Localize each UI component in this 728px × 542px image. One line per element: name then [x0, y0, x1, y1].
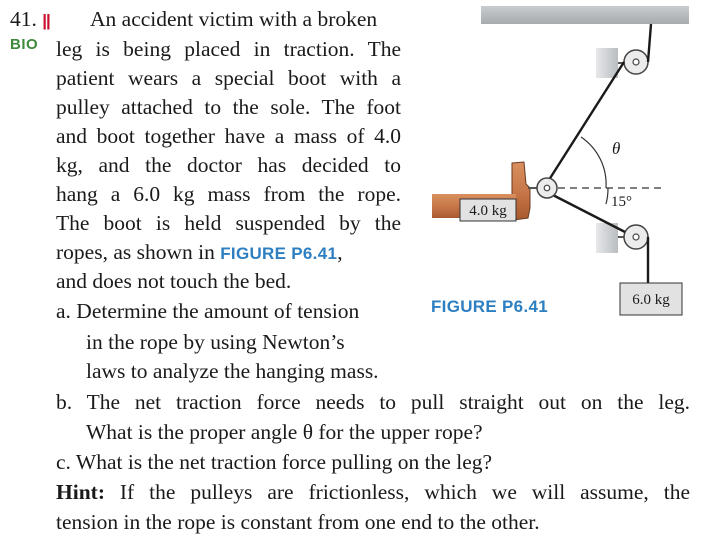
problem-line-3: patient wears a special boot with a [56, 66, 401, 90]
rope-ceiling [648, 24, 651, 62]
problem-line-8: The boot is held suspended by the [56, 211, 401, 235]
theta-arc [581, 137, 606, 188]
problem-number: 41. [10, 7, 37, 31]
foot-pulley-hub [544, 185, 550, 191]
part-b-line-2: What is the proper angle θ for the upper rope? [86, 420, 483, 444]
hint-text-1: If the pulleys are frictionless, which we will assume, the [104, 480, 690, 504]
part-a-line-2: in the rope by using Newton’s [86, 330, 345, 354]
rope-upper [547, 62, 624, 183]
figure-reference: FIGURE P6.41 [220, 244, 338, 263]
top-pulley-bracket [596, 48, 618, 78]
part-a-line-3: laws to analyze the hanging mass. [86, 359, 379, 383]
problem-line-1: An accident victim with a broken [90, 7, 378, 31]
difficulty-marker: || [42, 11, 50, 30]
angle-label: 15° [611, 194, 632, 210]
hint-line-2: tension in the rope is constant from one end to the other. [56, 510, 540, 534]
problem-line-4: pulley attached to the sole. The foot [56, 95, 401, 119]
part-c-line: c. What is the net traction force pulling on the leg? [56, 450, 493, 474]
figure-caption: FIGURE P6.41 [431, 297, 548, 316]
bottom-pulley-hub [633, 234, 639, 240]
leg-mass-label: 4.0 kg [469, 203, 507, 219]
part-b-line-1: b. The net traction force needs to pull straight out on the leg. [56, 390, 690, 414]
hint-label: Hint: [56, 480, 105, 504]
problem-line-7: hang a 6.0 kg mass from the rope. [56, 182, 401, 206]
part-a-line-1: a. Determine the amount of tension [56, 299, 360, 323]
top-pulley-hub [633, 59, 639, 65]
problem-line-2: leg is being placed in traction. The [56, 37, 401, 61]
ceiling [481, 6, 689, 24]
line9-before: ropes, as shown in [56, 240, 221, 264]
theta-label: θ [612, 139, 621, 158]
problem-line-6: kg, and the doctor has decided to [56, 153, 401, 177]
fifteen-degree-arc [606, 188, 608, 204]
problem-line-10: and does not touch the bed. [56, 269, 292, 293]
hanging-mass-label: 6.0 kg [632, 292, 670, 308]
bio-tag: BIO [10, 36, 39, 53]
line9-after: , [337, 240, 343, 264]
problem-line-5: and boot together have a mass of 4.0 [56, 124, 401, 148]
